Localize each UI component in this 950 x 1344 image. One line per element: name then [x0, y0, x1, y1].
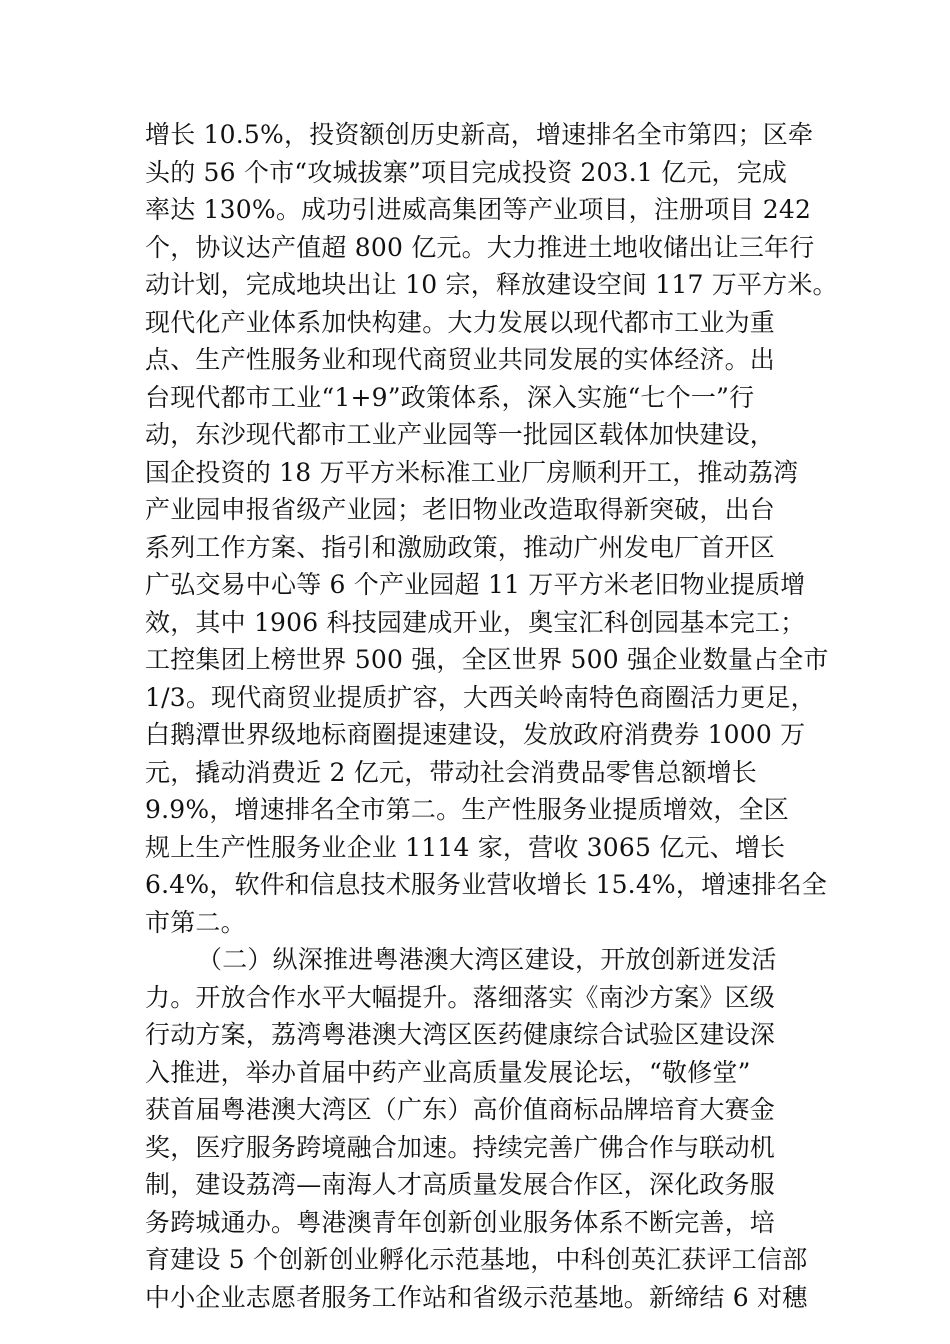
- text-line: 中小企业志愿者服务工作站和省级示范基地。新缔结 6 对穗: [145, 1282, 808, 1312]
- text-line: 率达 130%。成功引进威高集团等产业项目，注册项目 242: [145, 195, 812, 224]
- body-text: [145, 116, 838, 1316]
- section-heading-line: （二）纵深推进粤港澳大湾区建设，开放创新迸发活: [197, 945, 777, 974]
- text-line: 9.9%，增速排名全市第二。生产性服务业提质增效，全区: [145, 795, 789, 824]
- text-line: 系列工作方案、指引和激励政策，推动广州发电厂首开区: [145, 532, 776, 562]
- text-line: 奖，医疗服务跨境融合加速。持续完善广佛合作与联动机: [145, 1132, 776, 1162]
- text-line: 现代化产业体系加快构建。大力发展以现代都市工业为重: [145, 307, 776, 337]
- text-line: 入推进，举办首届中药产业高质量发展论坛，“敬修堂”: [145, 1057, 751, 1087]
- text-line: 国企投资的 18 万平方米标准工业厂房顺利开工，推动荔湾: [145, 457, 799, 487]
- text-line: 动计划，完成地块出让 10 宗，释放建设空间 117 万平方米。: [145, 270, 838, 299]
- text-line: 动，东沙现代都市工业产业园等一批园区载体加快建设，: [145, 420, 776, 449]
- text-line: 力。开放合作水平大幅提升。落细落实《南沙方案》区级: [145, 982, 776, 1012]
- text-line: 获首届粤港澳大湾区（广东）高价值商标品牌培育大赛金: [145, 1095, 776, 1124]
- text-line: 个，协议达产值超 800 亿元。大力推进土地收储出让三年行: [145, 232, 815, 262]
- text-line: 规上生产性服务业企业 1114 家，营收 3065 亿元、增长: [145, 832, 786, 862]
- text-line: 制，建设荔湾—南海人才高质量发展合作区，深化政务服: [145, 1170, 776, 1199]
- text-line: 工控集团上榜世界 500 强，全区世界 500 强企业数量占全市: [145, 645, 829, 674]
- text-line: 台现代都市工业“1+9”政策体系，深入实施“七个一”行: [145, 382, 755, 412]
- text-line: 元，撬动消费近 2 亿元，带动社会消费品零售总额增长: [145, 757, 758, 787]
- text-line: 点、生产性服务业和现代商贸业共同发展的实体经济。出: [145, 345, 776, 374]
- text-line: 产业园申报省级产业园；老旧物业改造取得新突破，出台: [145, 495, 776, 524]
- text-line: 增长 10.5%，投资额创历史新高，增速排名全市第四；区牵: [145, 120, 814, 149]
- text-line: 效，其中 1906 科技园建成开业，奥宝汇科创园基本完工；: [145, 607, 806, 637]
- text-line: 广弘交易中心等 6 个产业园超 11 万平方米老旧物业提质增: [145, 570, 806, 599]
- text-line: 1/3。现代商贸业提质扩容，大西关岭南特色商圈活力更足，: [145, 682, 816, 712]
- text-line: 务跨城通办。粤港澳青年创新创业服务体系不断完善，培: [145, 1207, 776, 1237]
- text-line: 育建设 5 个创新创业孵化示范基地，中科创英汇获评工信部: [145, 1245, 808, 1274]
- text-line: 行动方案，荔湾粤港澳大湾区医药健康综合试验区建设深: [145, 1020, 776, 1049]
- text-line: 头的 56 个市“攻城拔寨”项目完成投资 203.1 亿元，完成: [145, 157, 788, 187]
- text-line: 白鹅潭世界级地标商圈提速建设，发放政府消费券 1000 万: [145, 720, 806, 749]
- text-line: 市第二。: [145, 907, 246, 937]
- text-line: 6.4%，软件和信息技术服务业营收增长 15.4%，增速排名全: [145, 870, 828, 899]
